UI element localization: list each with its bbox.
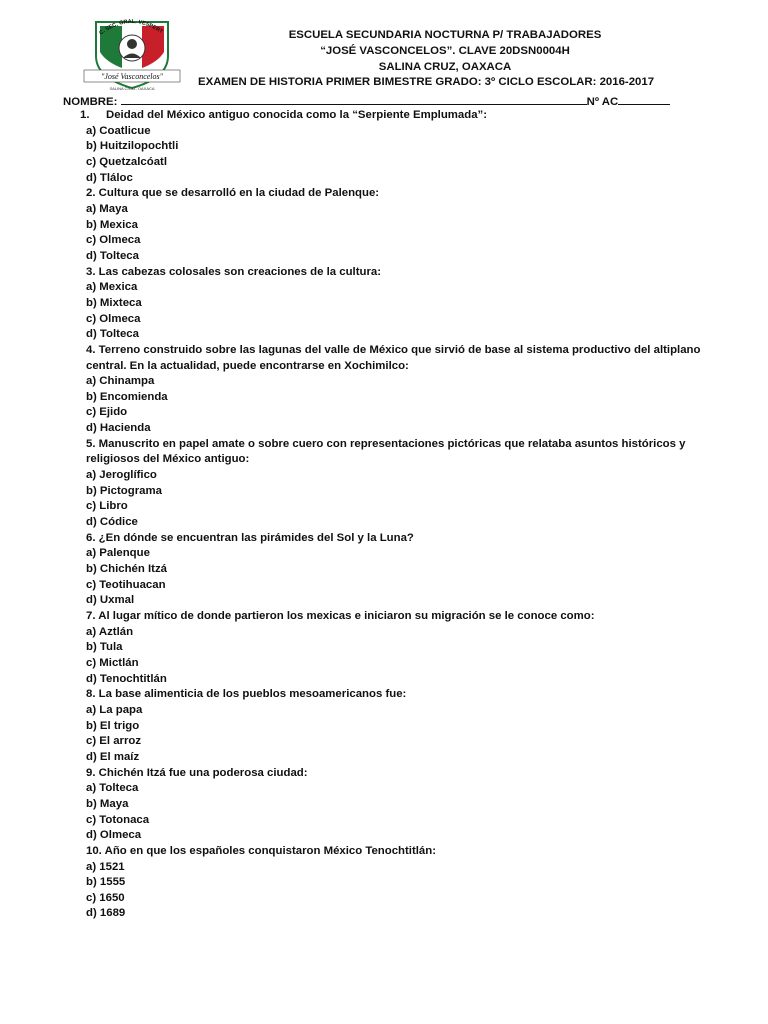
answer-option[interactable]: b) Maya	[86, 797, 129, 810]
school-key: “JOSÉ VASCONCELOS”. CLAVE 20DSN0004H	[320, 44, 570, 57]
answer-option[interactable]: d) Tolteca	[86, 328, 139, 341]
question-list	[80, 108, 716, 922]
question-number: 8.	[86, 688, 96, 701]
school-name: ESCUELA SECUNDARIA NOCTURNA P/ TRABAJADORES	[288, 29, 602, 41]
answer-option[interactable]: c) El arroz	[86, 735, 142, 748]
school-crest-logo	[82, 16, 182, 94]
answer-option[interactable]: c) Teotihuacan	[86, 578, 166, 591]
answer-option[interactable]: c) Quetzalcóatl	[86, 155, 168, 168]
answer-option[interactable]: d) Códice	[86, 516, 138, 529]
question-text: Chichén Itzá fue una poderosa ciudad:	[98, 766, 308, 779]
ac-label: Nº AC	[586, 96, 619, 108]
question-4	[86, 343, 716, 374]
answer-option[interactable]: b) Encomienda	[86, 390, 168, 403]
question-text: Año en que los españoles conquistaron México Tenochtitlán:	[104, 844, 437, 857]
answer-option[interactable]: d) Tenochtitlán	[86, 672, 167, 685]
question-9	[86, 766, 716, 782]
answer-option[interactable]: d) Uxmal	[86, 594, 135, 607]
exam-title: EXAMEN DE HISTORIA PRIMER BIMESTRE GRADO: 3º CICLO ESCOLAR: 2016-2017	[198, 76, 655, 89]
answer-option[interactable]: a) Tolteca	[86, 782, 139, 795]
question-number: 10.	[86, 844, 102, 857]
answer-option[interactable]: c) Olmeca	[86, 234, 141, 247]
answer-option[interactable]: d) Hacienda	[86, 422, 151, 435]
answer-option[interactable]: c) Mictlán	[86, 656, 139, 669]
school-header	[190, 28, 700, 91]
question-text: Terreno construido sobre las lagunas del valle de México que sirvió de base al sistema productivo del altiplano central. En la actualidad, puede encontrarse en Xochimilco:	[86, 343, 701, 372]
question-number: 4.	[86, 343, 96, 356]
question-text: Cultura que se desarrolló en la ciudad de Palenque:	[98, 187, 380, 200]
question-text: Manuscrito en papel amate o sobre cuero con representaciones pictóricas que relataba asuntos históricos y religiosos del México antiguo:	[86, 437, 686, 466]
question-text: Las cabezas colosales son creaciones de la cultura:	[98, 265, 382, 278]
question-1	[80, 108, 716, 124]
answer-option[interactable]: b) Chichén Itzá	[86, 563, 168, 576]
question-text: La base alimenticia de los pueblos mesoamericanos fue:	[98, 688, 407, 701]
answer-option[interactable]: a) Maya	[86, 202, 128, 215]
answer-option[interactable]: d) 1689	[86, 907, 126, 920]
question-2	[86, 186, 716, 202]
answer-option[interactable]: c) Olmeca	[86, 312, 141, 325]
answer-option[interactable]: a) Aztlán	[86, 625, 134, 638]
question-10	[86, 844, 716, 860]
question-number: 5.	[86, 437, 96, 450]
crest-ring-text: C. SEC. GRAL. VESPERT	[98, 18, 164, 37]
answer-option[interactable]: a) Chinampa	[86, 375, 155, 388]
answer-option[interactable]: d) Tolteca	[86, 249, 139, 262]
ac-field[interactable]	[618, 95, 670, 105]
question-number: 7.	[86, 610, 96, 622]
answer-option[interactable]: c) Totonaca	[86, 813, 150, 826]
answer-option[interactable]: a) Palenque	[86, 547, 150, 560]
question-number: 1.	[80, 109, 90, 121]
question-number: 3.	[86, 265, 96, 278]
question-number: 6.	[86, 531, 96, 544]
answer-option[interactable]: d) El maíz	[86, 750, 140, 763]
answer-option[interactable]: a) Coatlicue	[86, 124, 151, 137]
answer-option[interactable]: b) Pictograma	[86, 484, 162, 497]
answer-option[interactable]: a) 1521	[86, 860, 125, 873]
question-text: Al lugar mítico de donde partieron los mexicas e iniciaron su migración se le conoce como:	[98, 610, 595, 622]
answer-option[interactable]: a) Jeroglífico	[86, 469, 157, 482]
name-label: NOMBRE:	[63, 96, 118, 108]
name-row	[63, 95, 670, 108]
question-5	[86, 437, 716, 468]
answer-option[interactable]: b) Mixteca	[86, 296, 142, 309]
question-7	[86, 609, 716, 625]
question-text: Deidad del México antiguo conocida como la “Serpiente Emplumada”:	[106, 109, 488, 121]
answer-option[interactable]: d) Tláloc	[86, 171, 133, 184]
question-text: ¿En dónde se encuentran las pirámides del Sol y la Luna?	[98, 531, 414, 544]
answer-option[interactable]: c) 1650	[86, 891, 125, 904]
crest-banner-text: "José Vasconcelos"	[100, 72, 164, 81]
school-location: SALINA CRUZ, OAXACA	[378, 60, 512, 73]
answer-option[interactable]: c) Libro	[86, 500, 128, 513]
answer-option[interactable]: c) Ejido	[86, 406, 128, 419]
answer-option[interactable]: d) Olmeca	[86, 829, 142, 842]
answer-option[interactable]: b) Mexica	[86, 218, 138, 231]
answer-option[interactable]: a) Mexica	[86, 281, 138, 294]
question-8	[86, 687, 716, 703]
name-field[interactable]	[121, 95, 587, 105]
question-6	[86, 531, 716, 547]
answer-option[interactable]: b) 1555	[86, 876, 126, 889]
answer-option[interactable]: b) Tula	[86, 641, 123, 654]
answer-option[interactable]: b) Huitzilopochtli	[86, 140, 179, 153]
answer-option[interactable]: b) El trigo	[86, 719, 140, 732]
question-number: 2.	[86, 187, 96, 200]
question-number: 9.	[86, 766, 96, 779]
crest-bottom-text: SALINA CRUZ, OAXACA	[109, 86, 155, 91]
question-3	[86, 265, 716, 281]
answer-option[interactable]: a) La papa	[86, 703, 143, 716]
